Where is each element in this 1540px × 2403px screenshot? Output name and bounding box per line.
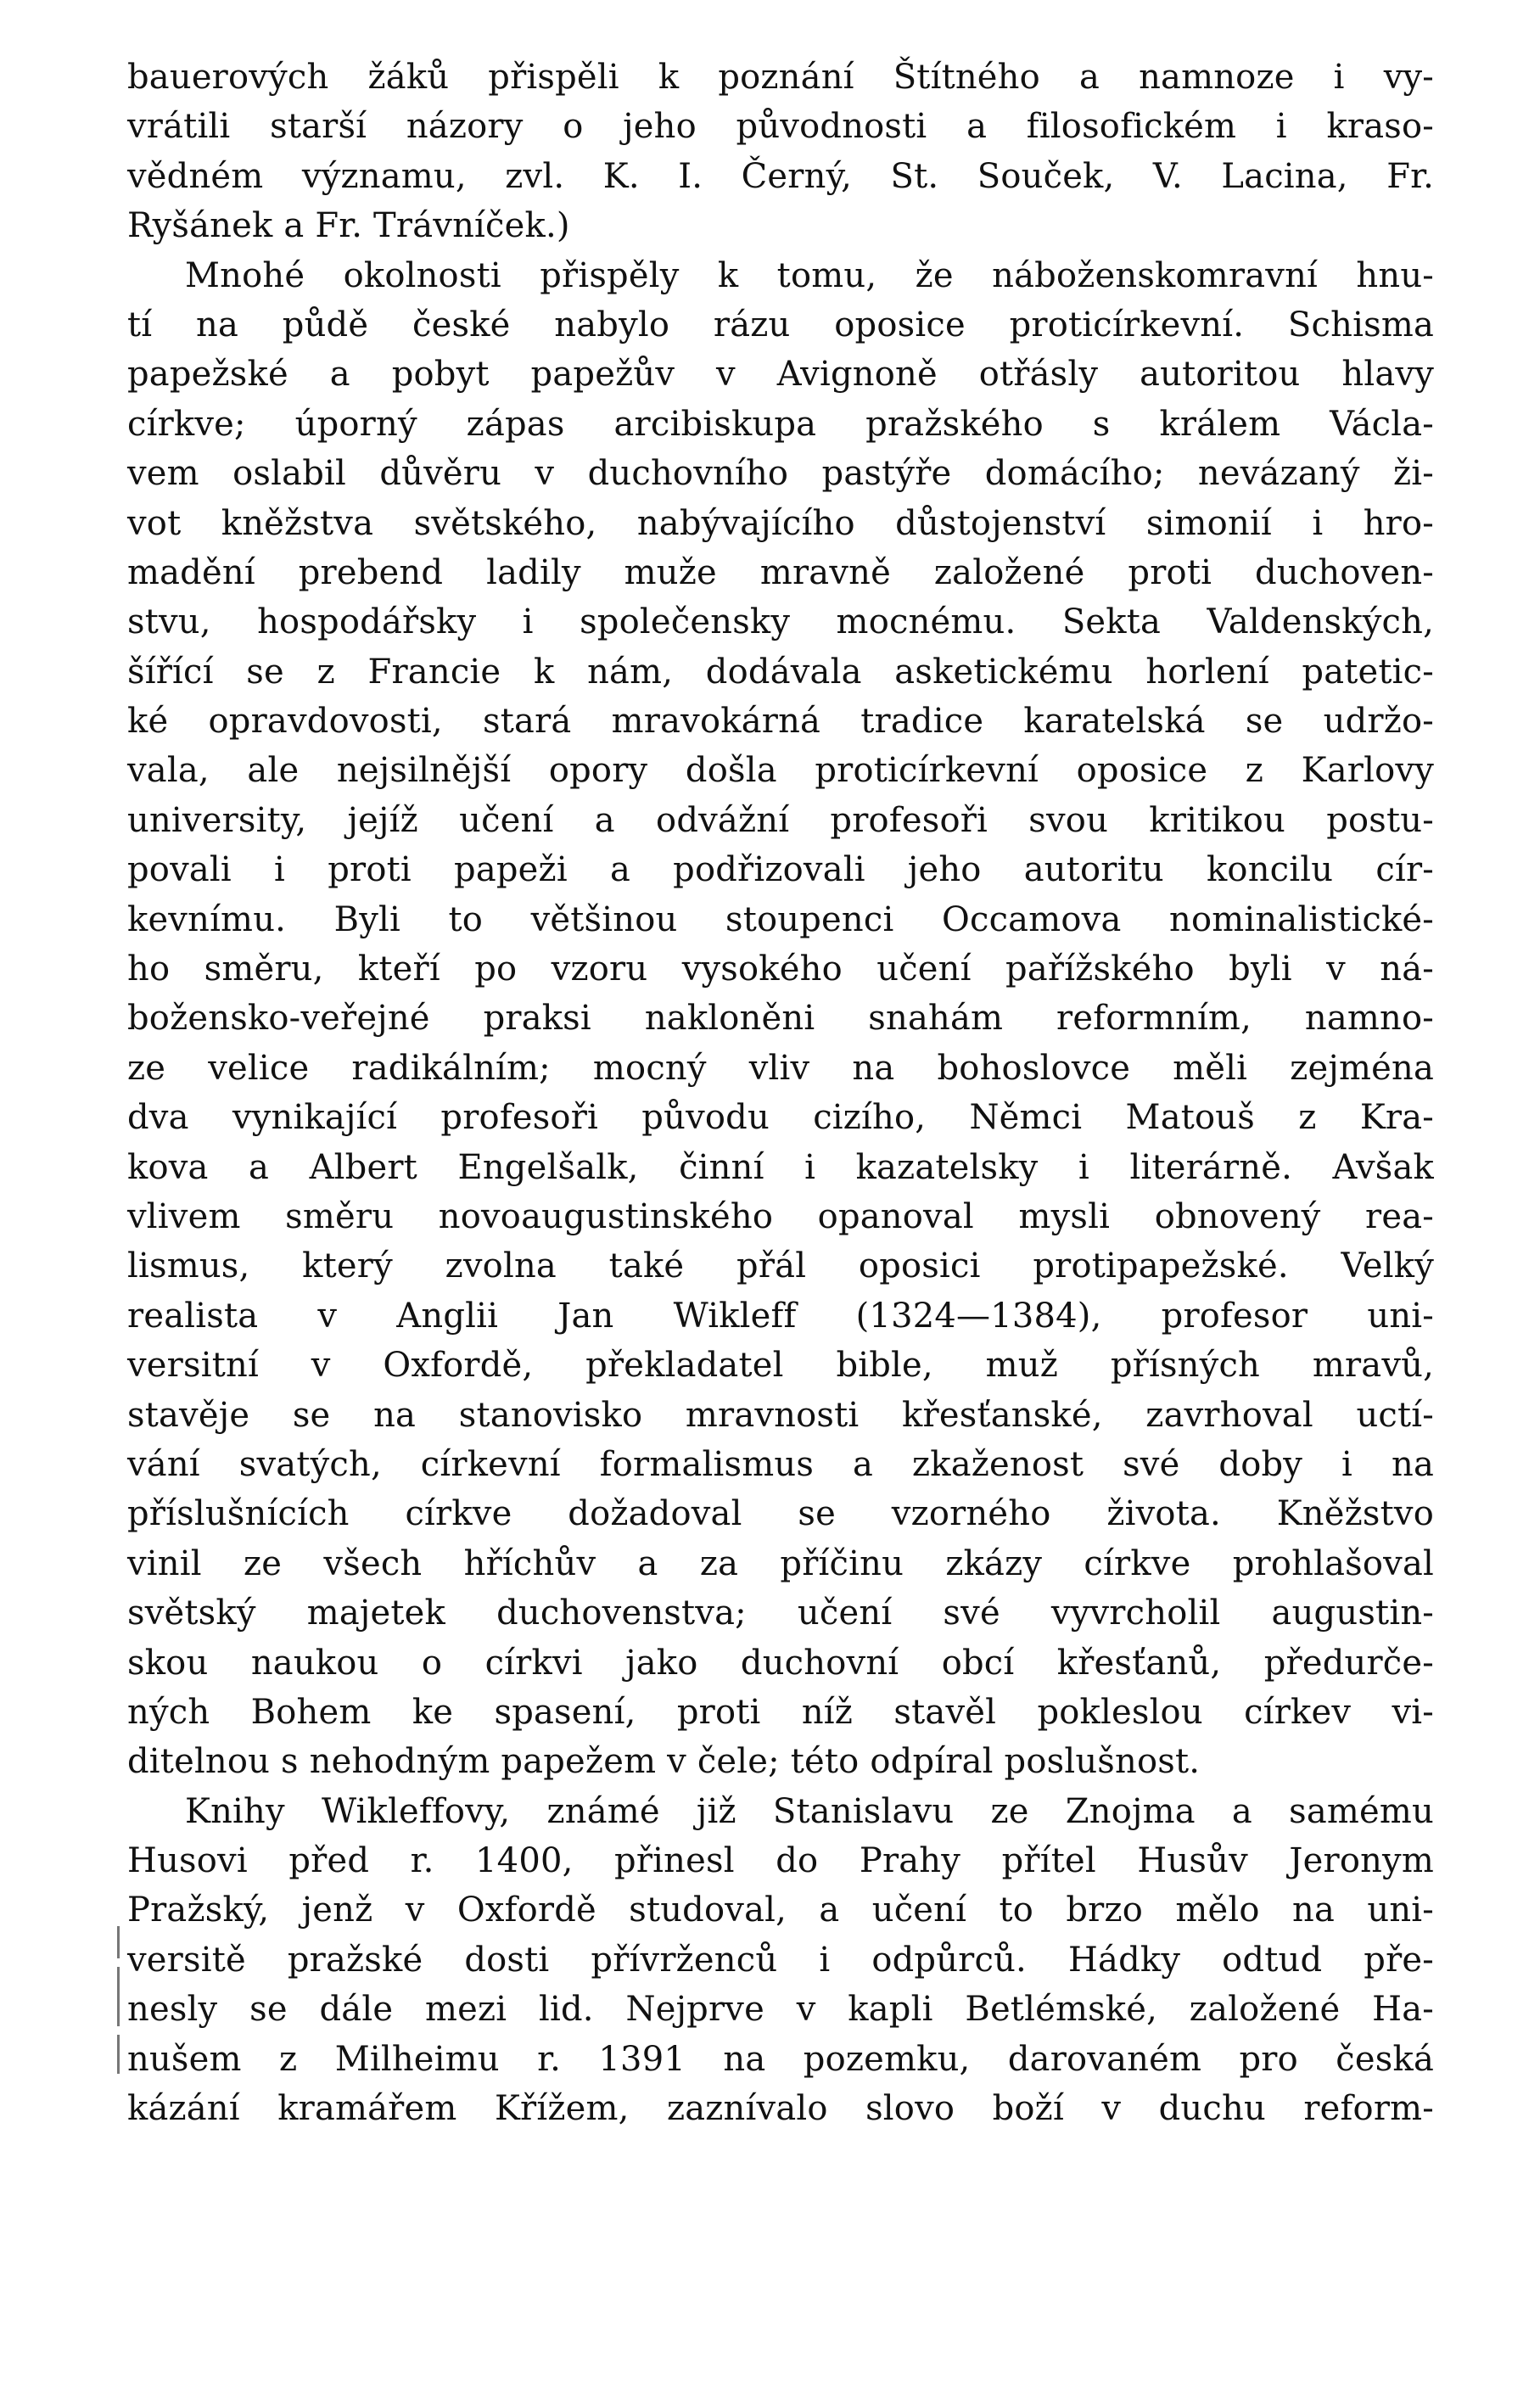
text-line: versitní v Oxfordě, překladatel bible, muž přísných mravů,	[127, 1346, 1434, 1386]
text-line: církve; úporný zápas arcibiskupa pražského s králem Václa-	[127, 404, 1434, 444]
text-line: ho směru, kteří po vzoru vysokého učení pařížského byli v ná-	[127, 949, 1434, 989]
margin-mark	[117, 2035, 120, 2074]
text-line: šířící se z Francie k nám, dodávala asketickému horlení patetic-	[127, 652, 1434, 692]
margin-mark	[117, 1967, 120, 2026]
text-line: ké opravdovosti, stará mravokárná tradice karatelská se udržo-	[127, 702, 1434, 742]
text-line: Ryšánek a Fr. Trávníček.)	[127, 206, 570, 246]
text-line: lismus, který zvolna také přál oposici protipapežské. Velký	[127, 1246, 1434, 1286]
text-line: bauerových žáků přispěli k poznání Štítného a namnoze i vy-	[127, 58, 1434, 97]
text-line: Husovi před r. 1400, přinesl do Prahy přítel Husův Jeronym	[127, 1841, 1434, 1881]
text-line: ze velice radikálním; mocný vliv na bohoslovce měli zejména	[127, 1048, 1434, 1088]
text-line: dva vynikající profesoři původu cizího, Němci Matouš z Kra-	[127, 1098, 1434, 1138]
text-line: realista v Anglii Jan Wikleff (1324—1384), profesor uni-	[127, 1296, 1434, 1336]
text-line: nesly se dále mezi lid. Nejprve v kapli Betlémské, založené Ha-	[127, 1990, 1434, 2030]
text-line: světský majetek duchovenstva; učení své vyvrcholil augustin-	[127, 1594, 1434, 1633]
margin-mark	[117, 1926, 120, 1958]
margin-pencil-marks	[117, 1926, 126, 2130]
paragraph-start-line: Knihy Wikleffovy, známé již Stanislavu ze Znojma a samému	[185, 1791, 1434, 1831]
text-line: příslušnících církve dožadoval se vzorného života. Kněžstvo	[127, 1494, 1434, 1534]
text-line: vem oslabil důvěru v duchovního pastýře domácího; nevázaný ži-	[127, 454, 1434, 494]
text-line: tí na půdě české nabylo rázu oposice proticírkevní. Schisma	[127, 305, 1434, 344]
text-line: stvu, hospodářsky i společensky mocnému. Sekta Valdenských,	[127, 602, 1434, 642]
text-line: papežské a pobyt papežův v Avignoně otřásly autoritou hlavy	[127, 355, 1434, 395]
paragraph-start-line: Mnohé okolnosti přispěly k tomu, že náboženskomravní hnu-	[185, 255, 1434, 295]
text-line: vrátili starší názory o jeho původnosti a filosofickém i kraso-	[127, 107, 1434, 147]
text-line: Pražský, jenž v Oxfordě studoval, a učení to brzo mělo na uni-	[127, 1890, 1434, 1930]
text-line: vědném významu, zvl. K. I. Černý, St. Souček, V. Lacina, Fr.	[127, 156, 1434, 196]
text-line: vot kněžstva světského, nabývajícího důstojenství simonií i hro-	[127, 503, 1434, 543]
text-line: ditelnou s nehodným papežem v čele; této odpíral poslušnost.	[127, 1742, 1201, 1782]
text-line: vala, ale nejsilnější opory došla proticírkevní oposice z Karlovy	[127, 751, 1434, 791]
text-line: kevnímu. Byli to většinou stoupenci Occamova nominalistické-	[127, 899, 1434, 939]
text-line: ných Bohem ke spasení, proti níž stavěl pokleslou církev vi-	[127, 1692, 1434, 1732]
text-line: vání svatých, církevní formalismus a zkaženost své doby i na	[127, 1444, 1434, 1484]
text-line: vinil ze všech hříchův a za příčinu zkázy církve prohlašoval	[127, 1543, 1434, 1583]
text-line: vlivem směru novoaugustinského opanoval mysli obnovený rea-	[127, 1196, 1434, 1236]
text-line: kova a Albert Engelšalk, činní i kazatelsky i literárně. Avšak	[127, 1147, 1434, 1187]
text-line: skou naukou o církvi jako duchovní obcí křesťanů, předurče-	[127, 1643, 1434, 1683]
text-line: nušem z Milheimu r. 1391 na pozemku, darovaném pro česká	[127, 2039, 1434, 2079]
text-line: versitě pražské dosti přívrženců i odpůrců. Hádky odtud pře-	[127, 1940, 1434, 1980]
text-line: povali i proti papeži a podřizovali jeho autoritu koncilu cír-	[127, 850, 1434, 890]
text-line: božensko-veřejné praksi nakloněni snahám reformním, namno-	[127, 999, 1434, 1039]
text-line: kázání kramářem Křížem, zaznívalo slovo boží v duchu reform-	[127, 2089, 1434, 2129]
text-line: stavěje se na stanovisko mravnosti křesťanské, zavrhoval uctí-	[127, 1395, 1434, 1435]
text-line: madění prebend ladily muže mravně založené proti duchoven-	[127, 552, 1434, 592]
text-line: university, jejíž učení a odvážní profesoři svou kritikou postu-	[127, 800, 1434, 840]
page-text	[127, 53, 1434, 2133]
